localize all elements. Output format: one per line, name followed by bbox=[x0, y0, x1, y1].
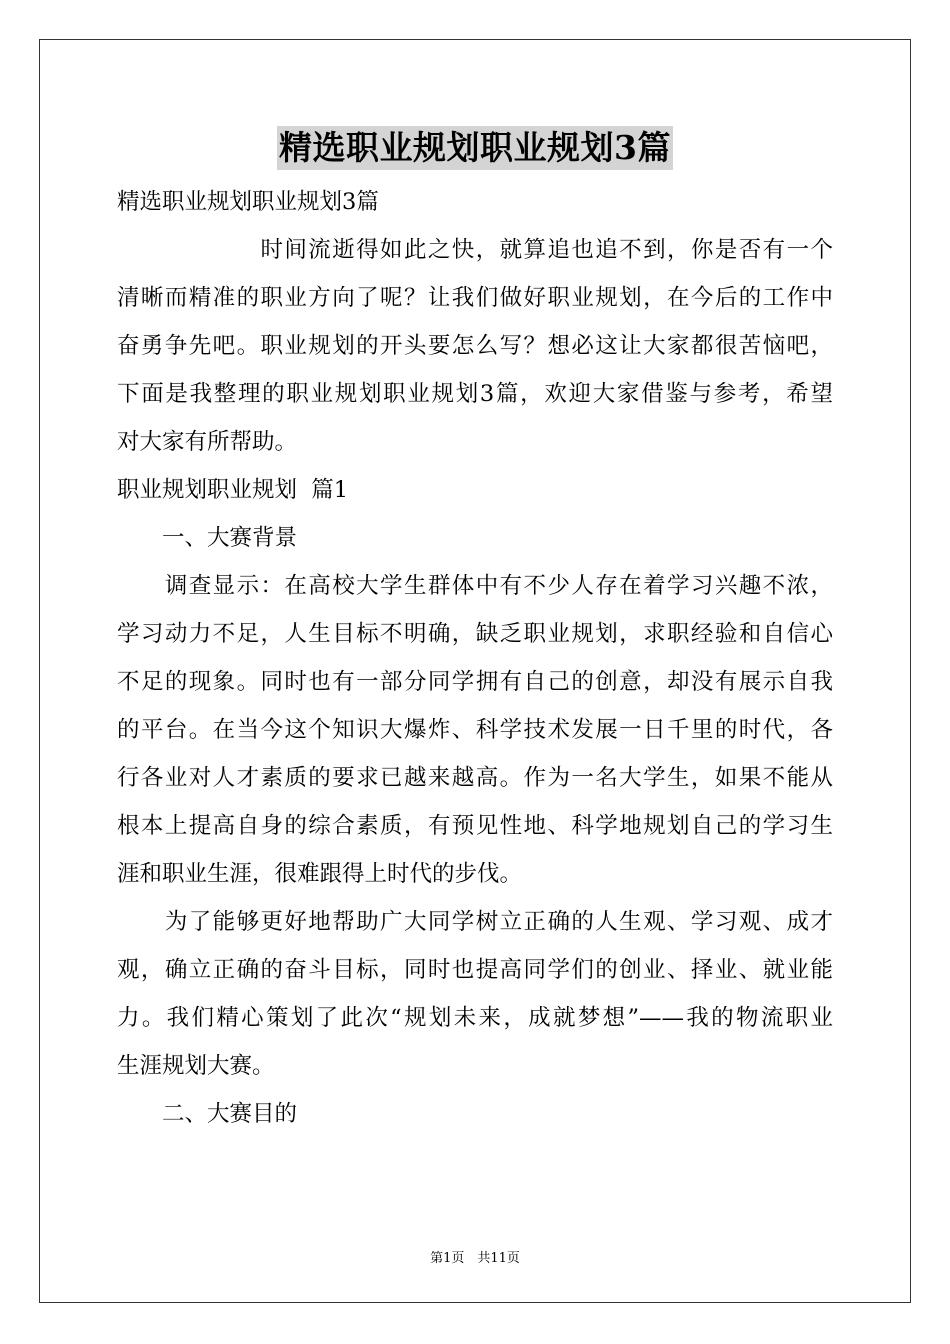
intro-line: 对大家有所帮助。 bbox=[117, 429, 298, 455]
paragraph-line: 根本上提高自身的综合素质，有预见性地、科学地规划自己的学习生 bbox=[117, 813, 833, 839]
heading-purpose: 二、大赛目的 bbox=[117, 1101, 298, 1127]
intro-line: 奋勇争先吧。职业规划的开头要怎么写？想必这让大家都很苦恼吧， bbox=[117, 333, 833, 359]
paragraph-line: 为了能够更好地帮助广大同学树立正确的人生观、学习观、成才 bbox=[117, 909, 833, 935]
paragraph-line: 行各业对人才素质的要求已越来越高。作为一名大学生，如果不能从 bbox=[117, 765, 833, 791]
paragraph-line: 调查显示：在高校大学生群体中有不少人存在着学习兴趣不浓， bbox=[117, 573, 833, 599]
page-number: 第1页 共11页 bbox=[430, 1251, 520, 1266]
paragraph-line: 力。我们精心策划了此次“规划未来，成就梦想”——我的物流职业 bbox=[117, 1005, 833, 1031]
page-footer bbox=[0, 1247, 950, 1266]
subtitle: 精选职业规划职业规划3篇 bbox=[117, 189, 379, 215]
paragraph-line: 观，确立正确的奋斗目标，同时也提高同学们的创业、择业、就业能 bbox=[117, 957, 833, 983]
paragraph-line: 涯和职业生涯，很难跟得上时代的步伐。 bbox=[117, 861, 523, 887]
title-container bbox=[0, 126, 950, 170]
document-body bbox=[117, 178, 833, 1138]
intro-line: 时间流逝得如此之快，就算追也追不到，你是否有一个 bbox=[117, 237, 833, 263]
paragraph-line: 生涯规划大赛。 bbox=[117, 1053, 275, 1079]
intro-line: 清晰而精准的职业方向了呢？让我们做好职业规划，在今后的工作中 bbox=[117, 285, 833, 311]
document-title: 精选职业规划职业规划3篇 bbox=[277, 126, 673, 170]
section-heading: 职业规划职业规划 篇1 bbox=[117, 477, 349, 503]
heading-background: 一、大赛背景 bbox=[117, 525, 298, 551]
intro-line: 下面是我整理的职业规划职业规划3篇，欢迎大家借鉴与参考，希望 bbox=[117, 381, 833, 407]
paragraph-line: 的平台。在当今这个知识大爆炸、科学技术发展一日千里的时代，各 bbox=[117, 717, 833, 743]
paragraph-line: 不足的现象。同时也有一部分同学拥有自己的创意，却没有展示自我 bbox=[117, 669, 833, 695]
paragraph-line: 学习动力不足，人生目标不明确，缺乏职业规划，求职经验和自信心 bbox=[117, 621, 833, 647]
